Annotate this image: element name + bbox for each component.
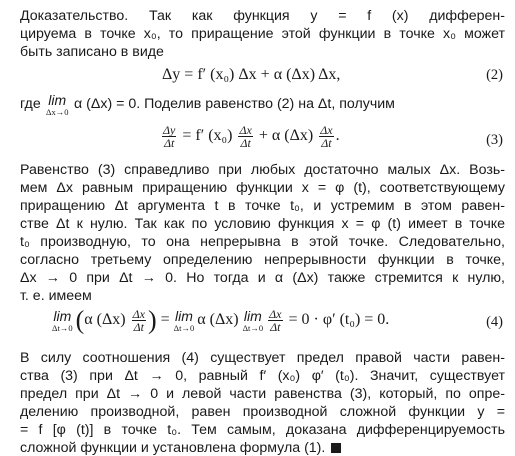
text-line: стве Δt к нулю. Так как по условию функция x = φ (t) имеет в точке	[20, 216, 505, 232]
text-line: t₀ производную, то она непрерывна в этой точке. Следовательно,	[20, 234, 505, 250]
text-line: Доказательство. Так как функция y = f (x) дифферен-	[20, 8, 505, 24]
text-line: Равенство (3) справедливо при любых достаточно малых Δx. Возь-	[20, 162, 505, 178]
equation-number-3: (3)	[486, 132, 503, 148]
text-line: Δx → 0 при Δt → 0. Но тогда и α (Δx) также стремится к нулю,	[20, 270, 505, 286]
equation-number-4: (4)	[486, 314, 503, 330]
equation-3: $\frac{\Delta y}{\Delta t}$ = f′ (x₀) $\frac{\Delta x}{\Delta t}$ + α (Δx) $\frac{\Delta x}{\Delta t}$ .	[163, 123, 340, 150]
limit-word: lim	[48, 92, 67, 108]
text-line: В силу соотношения (4) существует предел правой части равен-	[20, 350, 505, 366]
limit-operator	[46, 93, 71, 117]
text-line: делению производной, равен производной сложной функции y =	[20, 404, 505, 420]
text-line-last: сложной функции и установлена формула (1).	[20, 440, 505, 452]
text-line: предел при Δt → 0 и левой части равенства (3), который, по опре-	[20, 386, 505, 402]
text-line: мем Δx равным приращению функции x = φ (t), соответствующему	[20, 180, 505, 196]
end-of-proof-square-icon	[331, 443, 341, 453]
equation-number-2: (2)	[486, 67, 503, 83]
limit-subscript: Δx→0	[46, 107, 69, 117]
text-line: ства (3) при Δt → 0, равный f′ (x₀) φ′ (t₀). Значит, существует	[20, 368, 505, 384]
text-line: α (Δx) = 0. Поделив равенство (2) на Δt, получим	[74, 96, 395, 112]
text-line: где	[20, 96, 41, 112]
equation-4: lim Δt→0 (α (Δx) $\frac{\Delta x}{\Delta t}$ ) = lim Δt→0 α (Δx) lim Δt→0 $\frac{\Delta x}{\Delta t}$ = 0 · φ′ (t₀) = 0.	[52, 305, 390, 335]
text-line: цируема в точке x₀, то приращение этой функции в точке x₀ может	[20, 26, 505, 42]
equation-2: Δy = f′ (x₀) Δx + α (Δx) Δx,	[162, 66, 341, 83]
text-line: т. е. имеем	[20, 288, 92, 304]
text-line: приращению Δt аргумента t в точке t₀, и устремим в этом равен-	[20, 198, 505, 214]
text-line: быть записано в виде	[20, 44, 164, 60]
text-line: согласно третьему определению непрерывности функции в точке,	[20, 252, 505, 268]
text-line: = f [φ (t)] в точке t₀. Тем самым, доказана дифференцируемость	[20, 422, 505, 438]
